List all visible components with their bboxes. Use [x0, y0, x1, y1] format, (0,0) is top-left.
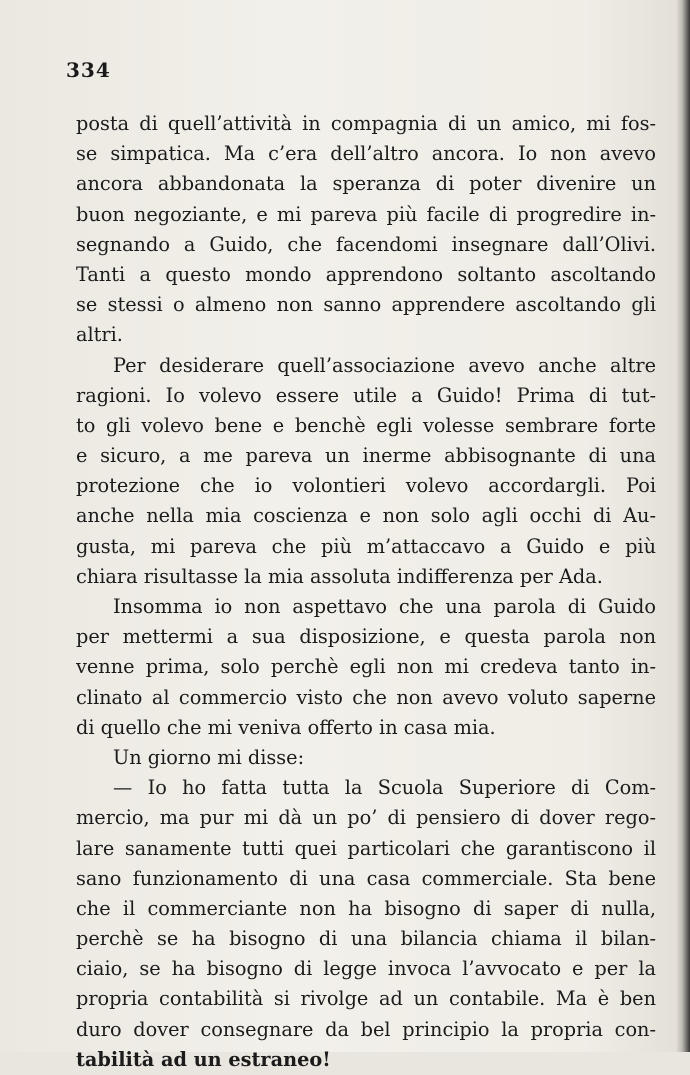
text-line: Un giorno mi disse: [113, 745, 305, 769]
text-line: protezione che io volontieri volevo accordargli. Poi [76, 474, 656, 498]
text-line: lare sanamente tutti quei particolari che garantiscono il [76, 836, 656, 860]
text-line: clinato al commercio visto che non avevo voluto saperne [76, 685, 656, 709]
text-line: buon negoziante, e mi pareva più facile di progredire in- [76, 202, 656, 226]
text-line: per mettermi a sua disposizione, e questa parola non [76, 625, 656, 649]
text-line: segnando a Guido, che facendomi insegnare dall’Olivi. [76, 232, 656, 256]
text-line: Tanti a questo mondo apprendono soltanto ascoltando [76, 262, 656, 286]
text-line: — Io ho fatta tutta la Scuola Superiore di Com- [113, 776, 656, 800]
binding-shadow [676, 0, 690, 1052]
body-text [76, 109, 656, 1075]
page-number: 334 [66, 58, 111, 82]
text-line: altri. [76, 323, 123, 347]
text-line: mercio, ma pur mi dà un po’ di pensiero di dover rego- [76, 806, 656, 830]
text-line: e sicuro, a me pareva un inerme abbisognante di una [76, 444, 656, 468]
text-line: chiara risultasse la mia assoluta indifferenza per Ada. [76, 564, 603, 588]
text-line: anche nella mia coscienza e non solo agli occhi di Au- [76, 504, 656, 528]
text-line: ragioni. Io volevo essere utile a Guido! Prima di tut- [76, 383, 656, 407]
text-line: duro dover consegnare da bel principio la propria con- [76, 1017, 656, 1041]
text-line: Insomma io non aspettavo che una parola di Guido [113, 595, 656, 618]
text-line: ciaio, se ha bisogno di legge invoca l’avvocato e per la [76, 957, 656, 981]
text-line: tabilità ad un estraneo! [76, 1047, 331, 1071]
text-line: se stessi o almeno non sanno apprendere ascoltando gli [76, 293, 656, 317]
text-line: gusta, mi pareva che più m’attaccavo a Guido e più [76, 534, 656, 558]
text-line: Per desiderare quell’associazione avevo anche altre [113, 353, 656, 377]
text-line: to gli volevo bene e benchè egli volesse sembrare forte [76, 413, 656, 437]
text-line: venne prima, solo perchè egli non mi credeva tanto in- [76, 655, 656, 679]
text-line: di quello che mi veniva offerto in casa mia. [76, 715, 496, 739]
text-line: se simpatica. Ma c’era dell’altro ancora. Io non avevo [76, 142, 656, 166]
text-line: perchè se ha bisogno di una bilancia chiama il bilan- [76, 927, 656, 951]
text-line: posta di quell’attività in compagnia di un amico, mi fos- [76, 112, 656, 135]
text-line: che il commerciante non ha bisogno di saper di nulla, [76, 896, 656, 920]
text-line: sano funzionamento di una casa commerciale. Sta bene [76, 866, 656, 890]
text-line: propria contabilità si rivolge ad un contabile. Ma è ben [76, 987, 656, 1011]
text-line: ancora abbandonata la speranza di poter divenire un [76, 172, 656, 196]
